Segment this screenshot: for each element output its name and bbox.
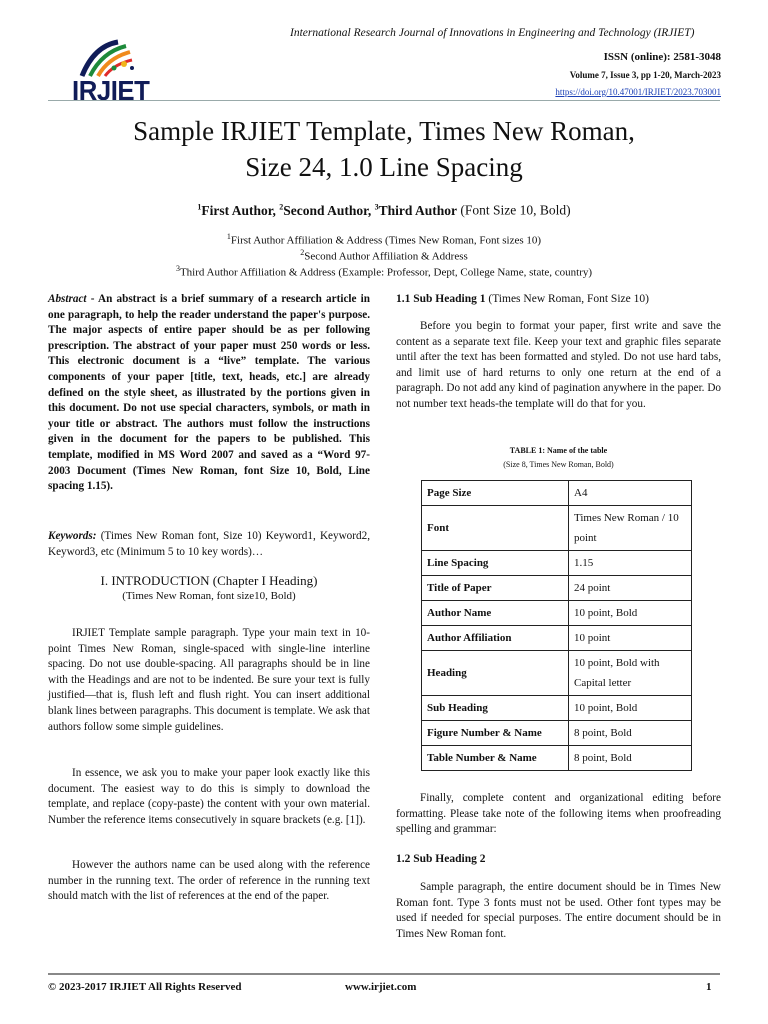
keywords xyxy=(48,529,370,560)
table-cell-value: 10 point, Bold xyxy=(569,696,692,721)
abstract xyxy=(48,292,370,495)
paper-title xyxy=(48,113,720,185)
authors-note: (Font Size 10, Bold) xyxy=(460,202,571,218)
third-author: Third Author xyxy=(378,202,458,218)
table-cell-value: 8 point, Bold xyxy=(569,746,692,771)
sub-heading-1: 1.1 Sub Heading 1 (Times New Roman, Font Size 10) xyxy=(396,293,649,305)
affiliation-2: $^2$Second Author Affiliation & Address xyxy=(300,248,468,263)
intro-paragraph-3: However the authors name can be used along with the reference number in the running text. The order of reference in the running text should match with the list of references at the end of the paper. xyxy=(48,859,370,903)
intro-heading-note: (Times New Roman, font size10, Bold) xyxy=(122,589,296,602)
table-row xyxy=(422,481,692,506)
table-cell-property: Title of Paper xyxy=(422,576,569,601)
second-author: Second Author, xyxy=(283,202,372,218)
logo-swoosh-icon xyxy=(72,38,192,78)
table-row xyxy=(422,626,692,651)
logo-text: IRJIET xyxy=(72,75,150,106)
table-row xyxy=(422,651,692,696)
title-line-1: Sample IRJIET Template, Times New Roman, xyxy=(133,116,635,146)
issn: ISSN (online): 2581-3048 xyxy=(603,51,721,63)
table-cell-value: A4 xyxy=(569,481,692,506)
after-table-paragraph: Finally, complete content and organizational editing before formatting. Please take note of the following items when proofreading spelling and grammar: xyxy=(396,792,721,836)
table-cell-property: Line Spacing xyxy=(422,551,569,576)
table-row xyxy=(422,746,692,771)
irjiet-logo xyxy=(72,38,192,108)
header-divider xyxy=(48,100,720,101)
keywords-label: Keywords: xyxy=(48,530,97,542)
table-cell-value: 1.15 xyxy=(569,551,692,576)
table-cell-property: Font xyxy=(422,506,569,551)
affiliation-3: $^3$Third Author Affiliation & Address (Example: Professor, Dept, College Name, state, country) xyxy=(175,264,593,279)
intro-paragraph-1: IRJIET Template sample paragraph. Type your main text in 10-point Times New Roman, single-spaced with single-line interline spacing. Do not use double-spacing. All paragraphs should be in line with the Headings and are not to be indented. Be sure your text is fully justified—that is, flush left and flush right. You can insert additional blank lines between paragraphs. This document is template. We ask that authors follow some simple guidelines. xyxy=(48,627,370,733)
page-number: 1 xyxy=(706,981,712,993)
table-body xyxy=(421,480,692,771)
footer-divider xyxy=(48,973,720,975)
table-cell-value: 10 point xyxy=(569,626,692,651)
doi-link[interactable]: https://doi.org/10.47001/IRJIET/2023.703001 xyxy=(555,87,721,97)
table-cell-property: Heading xyxy=(422,651,569,696)
keywords-text: (Times New Roman font, Size 10) Keyword1, Keyword2, Keyword3, etc (Minimum 5 to 10 key words)… xyxy=(48,530,370,558)
footer-copyright: © 2023-2017 IRJIET All Rights Reserved xyxy=(48,981,242,993)
table-caption-note: (Size 8, Times New Roman, Bold) xyxy=(503,460,614,469)
table-cell-value: Times New Roman / 10 point xyxy=(569,506,692,551)
intro-paragraph-2: In essence, we ask you to make your paper look exactly like this document. The easiest way to do this is simply to download the template, and replace (copy-paste) the content with your own material. Number the reference items consecutively in square brackets (e.g. [1]). xyxy=(48,767,370,826)
table-caption: TABLE 1: Name of the table xyxy=(509,446,608,455)
table-cell-value: 10 point, Bold xyxy=(569,601,692,626)
volume-info: Volume 7, Issue 3, pp 1-20, March-2023 xyxy=(569,70,721,80)
table-row xyxy=(422,696,692,721)
table-row xyxy=(422,506,692,551)
footer-website[interactable]: www.irjiet.com xyxy=(345,981,417,993)
table-cell-property: Sub Heading xyxy=(422,696,569,721)
table-row xyxy=(422,551,692,576)
sub-heading-2: 1.2 Sub Heading 2 xyxy=(396,853,486,865)
authors-line: $^1$First Author, $^2$Second Author, $^3$Third Author (Font Size 10, Bold) xyxy=(197,202,571,218)
table-cell-value: 24 point xyxy=(569,576,692,601)
format-table xyxy=(421,480,692,771)
journal-name: International Research Journal of Innovations in Engineering and Technology (IRJIET) xyxy=(290,27,695,39)
intro-heading-block xyxy=(48,573,370,604)
abstract-text: - An abstract is a brief summary of a research article in one paragraph, to help the reader understand the paper's purpose. The major aspects of entire paper should be as per following prescription. The abstract of your paper must 250 words or less. This electronic document is a “live” template. The various components of your paper [title, text, heads, etc.] are already defined on the style sheet, as illustrated by the portions given in this document. Do not use special characters, symbols, or math in your title or abstract. The authors must follow the instructions given in the document for the papers to be published. This template, modified in MS Word 2007 and saved as a “Word 97-2003 Document (Times New Roman, font Size 10, Bold, Line spacing 1.15). xyxy=(48,293,370,493)
table-cell-property: Table Number & Name xyxy=(422,746,569,771)
table-cell-value: 10 point, Bold with Capital letter xyxy=(569,651,692,696)
table-row xyxy=(422,721,692,746)
affiliation-1: $^1$First Author Affiliation & Address (Times New Roman, Font sizes 10) xyxy=(226,232,542,247)
first-author: First Author, xyxy=(201,202,276,218)
table-cell-value: 8 point, Bold xyxy=(569,721,692,746)
table-cell-property: Author Affiliation xyxy=(422,626,569,651)
table-cell-property: Figure Number & Name xyxy=(422,721,569,746)
table-cell-property: Author Name xyxy=(422,601,569,626)
sub2-paragraph: Sample paragraph, the entire document should be in Times New Roman font. Type 3 fonts must not be used. Other font types may be used if needed for special purposes. The entire document should be in Times New Roman font. xyxy=(396,881,721,940)
intro-heading: I. INTRODUCTION (Chapter I Heading) xyxy=(100,573,318,588)
abstract-label: Abstract xyxy=(48,293,87,305)
title-line-2: Size 24, 1.0 Line Spacing xyxy=(245,152,523,182)
sub1-paragraph: Before you begin to format your paper, first write and save the content as a separate text file. Keep your text and graphic files separate until after the text has been formatted and styled. Do not use hard tabs, and limit use of hard returns to only one return at the end of a paragraph. Do not add any kind of pagination anywhere in the paper. Do not number text heads-the template will do that for you. xyxy=(396,320,721,410)
table-row xyxy=(422,601,692,626)
table-row xyxy=(422,576,692,601)
table-cell-property: Page Size xyxy=(422,481,569,506)
